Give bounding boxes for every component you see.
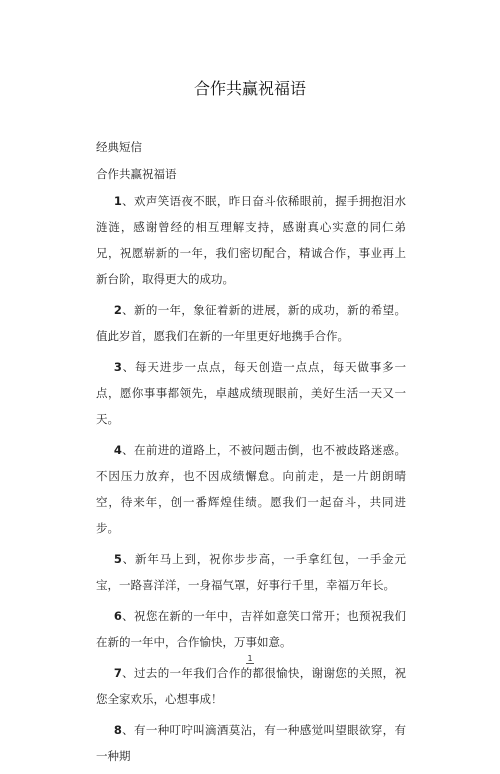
item-number: 8 [113,723,122,737]
item-text: 、祝您在新的一年中，吉祥如意笑口常开；也预祝我们在新的一年中，合作愉快，万事如意。 [96,609,406,649]
list-item [96,603,406,655]
list-item [96,546,406,598]
item-text: 、过去的一年我们合作的都很愉快，谢谢您的关照，祝您全家欢乐，心想事成！ [96,666,406,706]
item-number: 7 [113,666,122,680]
item-text: 、在前进的道路上，不被问题击倒，也不被歧路迷惑。不因压力放弃，也不因成绩懈怠。向前走，是一片朗朗晴空，待来年，创一番辉煌佳绩。愿我们一起奋斗，共同进步。 [96,443,406,535]
item-number: 3 [113,360,122,374]
item-text: 、欢声笑语夜不眠，昨日奋斗依稀眼前，握手拥抱泪水涟涟，感谢曾经的相互理解支持，感谢真心实意的同仁弟兄，祝愿崭新的一年，我们密切配合，精诚合作，事业再上新台阶，取得更大的成功。 [96,194,406,286]
list-item [96,660,406,712]
item-text: 、有一种叮咛叫滴酒莫沾，有一种感觉叫望眼欲穿，有一种期 [96,723,406,763]
item-text: 、新年马上到，祝你步步高，一手拿红包，一手金元宝，一路喜洋洋，一身福气罩，好事行千里，幸福万年长。 [96,552,406,592]
item-number: 1 [113,194,122,208]
list-item [96,354,406,432]
page-number: 1 [247,654,253,663]
item-number: 2 [113,303,122,317]
item-number: 5 [113,552,122,566]
page-footer [0,654,500,663]
item-number: 4 [113,443,122,457]
document-title: 合作共赢祝福语 [193,79,306,98]
list-item [96,297,406,349]
list-item [96,437,406,541]
list-item [96,188,406,292]
list-item [96,717,406,769]
subheading-topic: 合作共赢祝福语 [96,167,177,181]
item-number: 6 [113,609,122,623]
subheading-classic-sms: 经典短信 [96,140,142,154]
item-text: 、新的一年，象征着新的进展，新的成功，新的希望。值此岁首，愿我们在新的一年里更好地携手合作。 [96,303,406,343]
item-text: 、每天进步一点点，每天创造一点点，每天做事多一点，愿你事事都领先，卓越成绩现眼前，美好生活一天又一天。 [96,360,406,426]
blessing-list [96,188,406,774]
